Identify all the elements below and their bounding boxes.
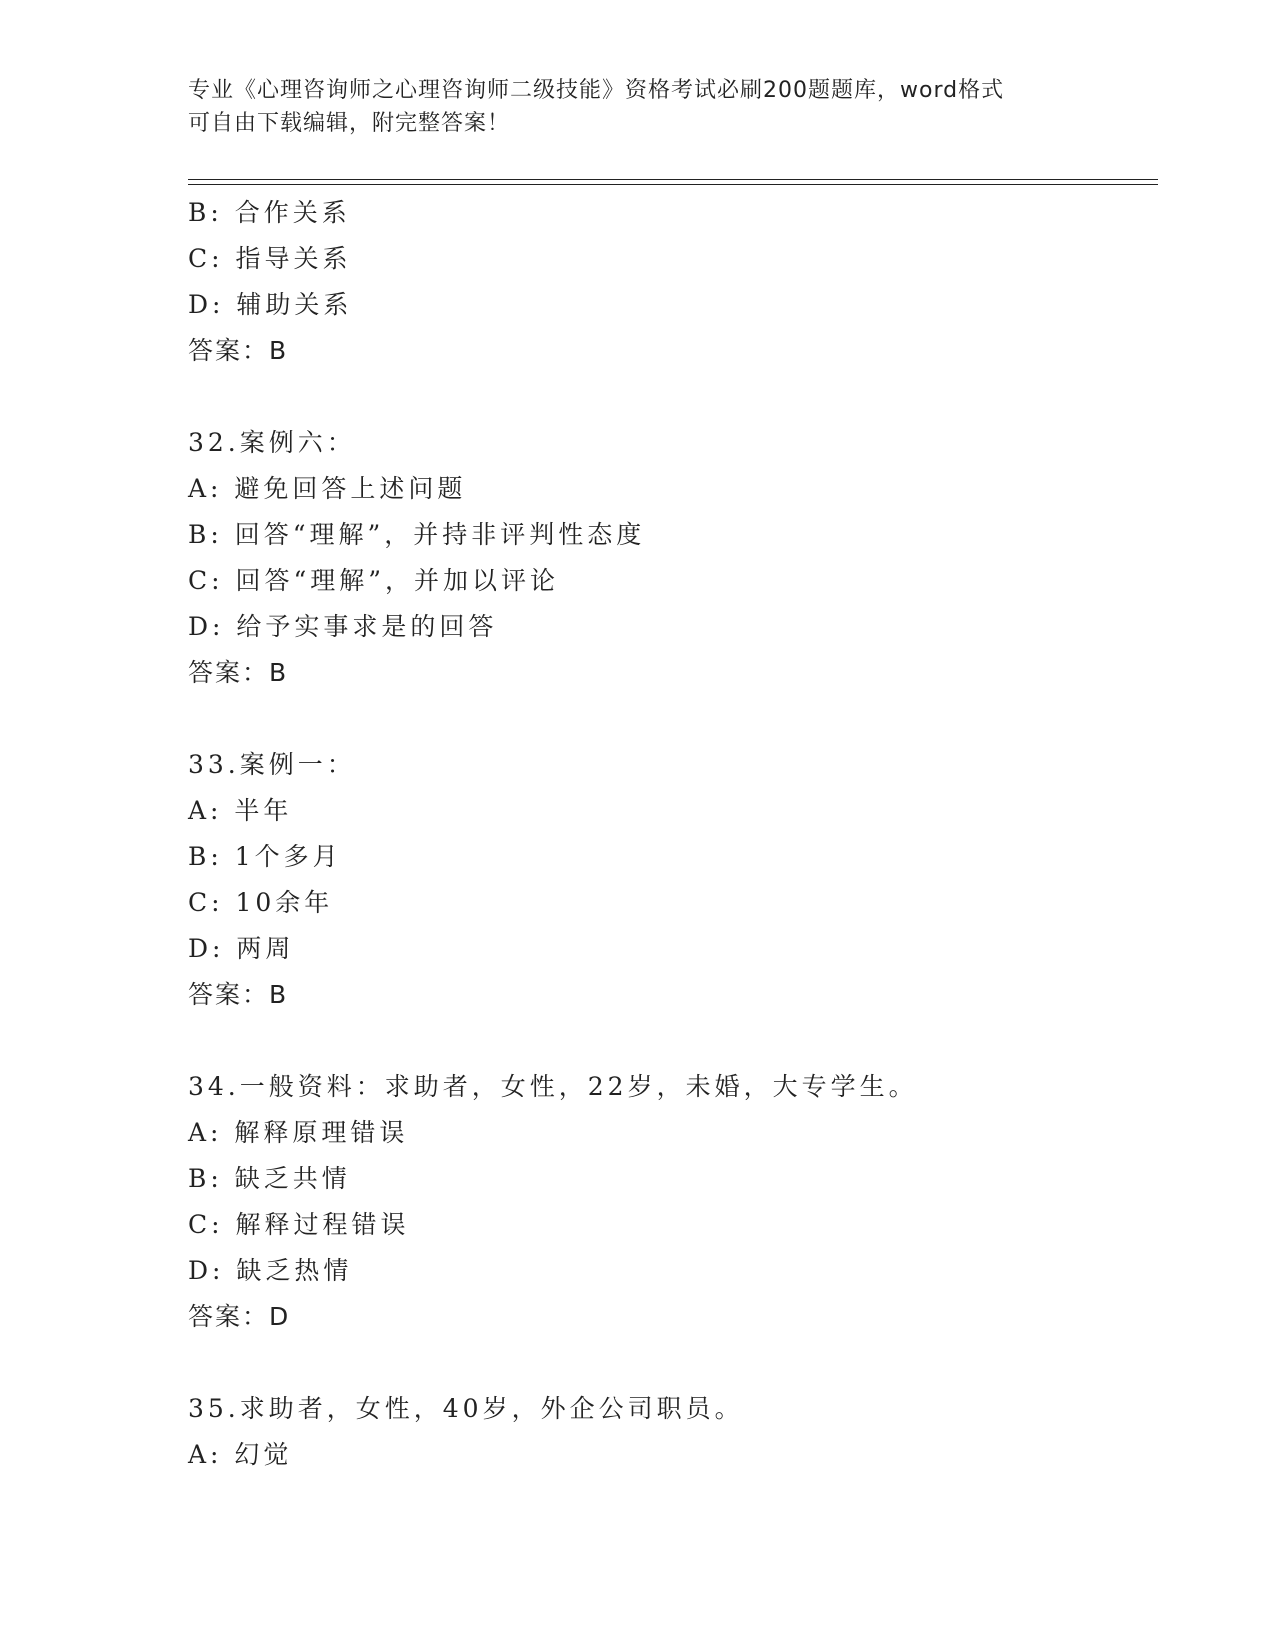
option-b: B: 回答“理解”，并持非评判性态度	[188, 520, 646, 549]
option-c: C: 解释过程错误	[188, 1210, 410, 1239]
option-a: A: 解释原理错误	[188, 1118, 409, 1147]
option-c: C: 10余年	[188, 888, 334, 917]
question-stem: 35.求助者，女性，40岁，外企公司职员。	[188, 1394, 744, 1423]
option-d: D: 给予实事求是的回答	[188, 612, 498, 641]
option-c: C: 回答“理解”，并加以评论	[188, 566, 560, 595]
option-b: B: 1个多月	[188, 842, 342, 871]
question-block-35	[188, 1386, 1168, 1478]
header-divider-bottom	[188, 184, 1158, 185]
option-b: B: 合作关系	[188, 198, 351, 227]
question-stem: 33.案例一：	[188, 750, 356, 779]
option-b: B: 缺乏共情	[188, 1164, 351, 1193]
option-d: D: 辅助关系	[188, 290, 353, 319]
question-stem: 32.案例六：	[188, 428, 356, 457]
answer-line: 答案：B	[188, 336, 289, 365]
question-block-33	[188, 742, 1168, 1018]
spacer	[188, 374, 1168, 420]
question-block-34	[188, 1064, 1168, 1340]
option-a: A: 幻觉	[188, 1440, 293, 1469]
header-divider-top	[188, 179, 1158, 180]
option-d: D: 缺乏热情	[188, 1256, 353, 1285]
answer-line: 答案：B	[188, 658, 289, 687]
spacer	[188, 1018, 1168, 1064]
option-c: C: 指导关系	[188, 244, 352, 273]
spacer	[188, 1340, 1168, 1386]
question-block-31	[188, 190, 1168, 374]
option-d: D: 两周	[188, 934, 295, 963]
answer-line: 答案：D	[188, 1302, 291, 1331]
header-line-1: 专业《心理咨询师之心理咨询师二级技能》资格考试必刷200题题库，word格式	[188, 78, 1005, 103]
header-line-2: 可自由下载编辑，附完整答案！	[188, 111, 511, 136]
option-a: A: 避免回答上述问题	[188, 474, 467, 503]
question-block-32	[188, 420, 1168, 696]
spacer	[188, 696, 1168, 742]
option-a: A: 半年	[188, 796, 293, 825]
answer-line: 答案：B	[188, 980, 289, 1009]
document-header	[188, 74, 1088, 140]
question-list	[188, 190, 1168, 1478]
question-stem: 34.一般资料：求助者，女性，22岁，未婚，大专学生。	[188, 1072, 918, 1101]
